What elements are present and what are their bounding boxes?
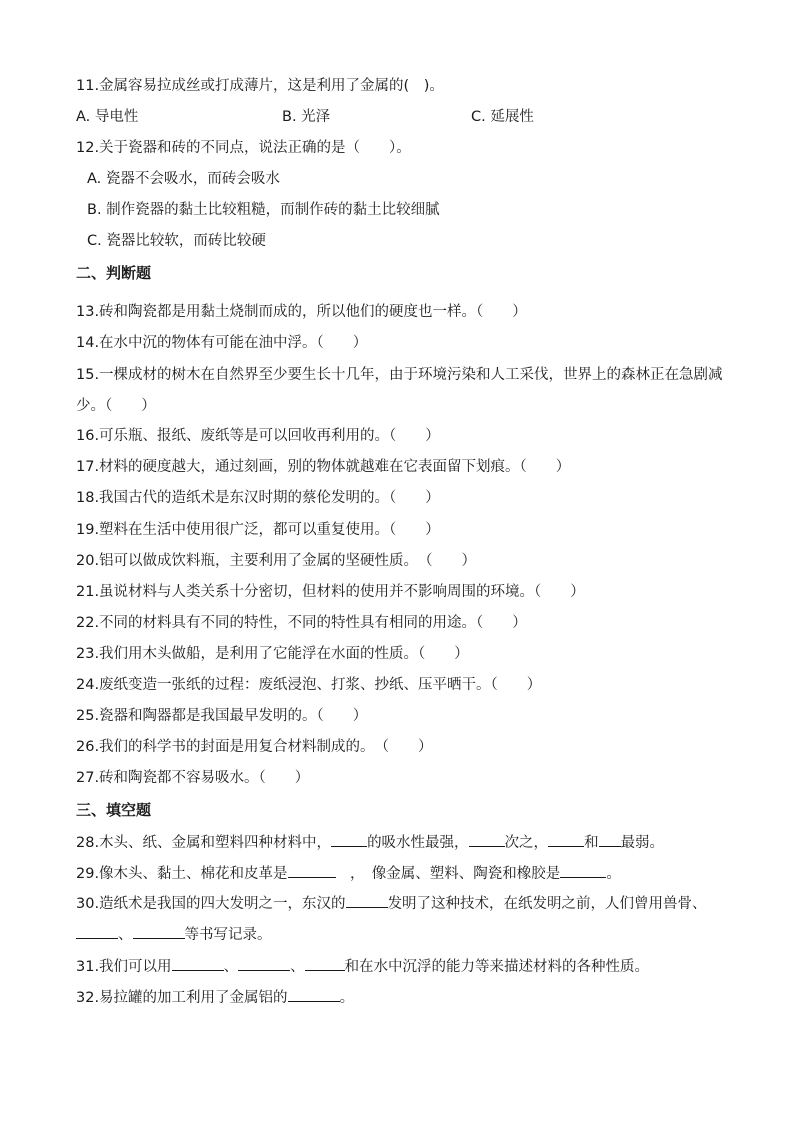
- question-23: 23.我们用木头做船，是利用了它能浮在水面的性质。（ ）: [76, 646, 469, 662]
- answer-blank[interactable]: [76, 923, 118, 939]
- answer-blank[interactable]: [172, 955, 224, 971]
- question-21: 21.虽说材料与人类关系十分密切，但材料的使用并不影响周围的环境。（ ）: [76, 584, 585, 600]
- question-30: 30.造纸术是我国的四大发明之一，东汉的 发明了这种技术，在纸发明之前，人们曾用兽骨、、 等书写记录。: [76, 889, 724, 951]
- question-17: 17.材料的硬度越大，通过刻画，别的物体就越难在它表面留下划痕。（ ）: [76, 459, 571, 475]
- question-18: 18.我国古代的造纸术是东汉时期的蔡伦发明的。（ ）: [76, 490, 440, 506]
- question-19: 19.塑料在生活中使用很广泛，都可以重复使用。（ ）: [76, 522, 440, 538]
- question-12-stem: 12.关于瓷器和砖的不同点，说法正确的是（ ）。: [76, 140, 411, 156]
- question-32: 32.易拉罐的加工利用了金属铝的 。: [76, 986, 734, 1008]
- question-20: 20.铝可以做成饮料瓶，主要利用了金属的坚硬性质。 （ ）: [76, 553, 477, 569]
- question-13: 13.砖和陶瓷都是用黏土烧制而成的，所以他们的硬度也一样。（ ）: [76, 304, 527, 320]
- section-title-true-false: 二、判断题: [76, 264, 152, 282]
- question-25: 25.瓷器和陶器都是我国最早发明的。（ ）: [76, 708, 368, 724]
- question-29: 29.像木头、黏土、棉花和皮革是 ， 像金属、塑料、陶瓷和橡胶是 。: [76, 862, 734, 884]
- answer-blank[interactable]: [599, 831, 621, 847]
- answer-blank[interactable]: [133, 923, 185, 939]
- question-31: 31.我们可以用 、 、 和在水中沉浮的能力等来描述材料的各种性质。: [76, 955, 734, 977]
- answer-blank[interactable]: [560, 862, 606, 878]
- question-11-options: [76, 107, 734, 127]
- answer-blank[interactable]: [469, 831, 505, 847]
- question-12-option-a: A. 瓷器不会吸水，而砖会吸水: [87, 171, 280, 187]
- question-15: 15.一棵成材的树木在自然界至少要生长十几年，由于环境污染和人工采伐，世界上的森林正在急剧减少。（ ）: [76, 367, 723, 414]
- question-16: 16.可乐瓶、报纸、废纸等是可以回收再利用的。（ ）: [76, 428, 440, 444]
- question-11-stem: 11.金属容易拉成丝或打成薄片，这是利用了金属的( )。: [76, 78, 444, 94]
- answer-blank[interactable]: [346, 892, 388, 908]
- question-12-option-c: C. 瓷器比较软，而砖比较硬: [87, 233, 266, 249]
- question-24: 24.废纸变造一张纸的过程：废纸浸泡、打浆、抄纸、压平晒干。（ ）: [76, 677, 542, 693]
- answer-blank[interactable]: [331, 831, 367, 847]
- question-28: 28.木头、纸、金属和塑料四种材料中， 的吸水性最强， 次之， 和 最弱。: [76, 831, 734, 853]
- answer-blank[interactable]: [238, 955, 290, 971]
- option-b: B. 光泽: [282, 109, 331, 125]
- answer-blank[interactable]: [305, 955, 345, 971]
- answer-blank[interactable]: [288, 986, 340, 1002]
- answer-blank[interactable]: [288, 862, 336, 878]
- option-a: A. 导电性: [76, 109, 139, 125]
- option-c: C. 延展性: [471, 109, 534, 125]
- question-12-option-b: B. 制作瓷器的黏土比较粗糙，而制作砖的黏土比较细腻: [87, 202, 440, 218]
- question-27: 27.砖和陶瓷都不容易吸水。（ ）: [76, 770, 310, 786]
- question-22: 22.不同的材料具有不同的特性，不同的特性具有相同的用途。（ ）: [76, 615, 527, 631]
- section-title-fill-blank: 三、填空题: [76, 801, 152, 819]
- question-14: 14.在水中沉的物体有可能在油中浮。（ ）: [76, 335, 368, 351]
- answer-blank[interactable]: [548, 831, 584, 847]
- question-26: 26.我们的科学书的封面是用复合材料制成的。 （ ）: [76, 739, 433, 755]
